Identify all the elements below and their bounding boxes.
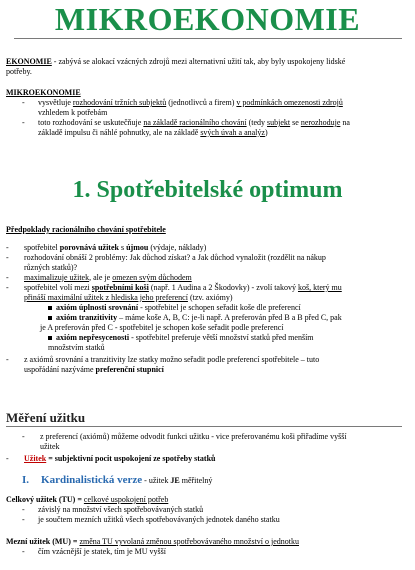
- intro-line-1: [6, 57, 345, 67]
- bullet-dash: -: [22, 505, 25, 514]
- list-item-cont: [24, 365, 164, 375]
- mikro-bullet-1-cont: vzhledem k potřebám: [38, 108, 108, 117]
- text: Mezní užitek (MU) =: [6, 537, 80, 546]
- text: celkové uspokojení potřeb: [83, 495, 169, 504]
- text: subjekt: [267, 118, 291, 127]
- bullet-dash: -: [22, 547, 25, 556]
- text: I.: [22, 474, 30, 486]
- text: svých úvah a analýz: [200, 128, 265, 137]
- list-item: je součtem mezních užitků všech spotřebovávaných jednotek daného statku: [38, 515, 280, 524]
- list-item: rozhodování obnáší 2 problémy: Jak důchod získat? a Jak důchod vynaložit (rozdělit na nákup: [24, 253, 326, 262]
- list-item: závislý na množství všech spotřebovávaných statků: [38, 505, 204, 514]
- list-item-cont: užitek: [40, 442, 60, 451]
- text: v podmínkách omezenosti zdrojů: [236, 98, 343, 107]
- subheading-predpoklady: Předpoklady racionálního chování spotřebitele: [6, 225, 166, 234]
- list-item: z axiómů srovnání a tranzitivity lze statky možno seřadit podle preferencí spotřebitele – tuto: [24, 355, 320, 364]
- text: porovnává užitek: [59, 243, 119, 252]
- text: nerozhoduje: [300, 118, 341, 127]
- bullet-dash: -: [22, 432, 25, 441]
- text: JE: [170, 476, 180, 485]
- text: - spotřebitel je schopen seřadit koše dle preferencí: [138, 303, 301, 312]
- text: základě impulsu či náhlé pohnutky, ale na základě: [38, 128, 201, 137]
- mikro-bullet-1: [38, 98, 343, 108]
- text: axióm úplnosti srovnání: [56, 303, 139, 312]
- text: Celkový užitek (TU) =: [6, 495, 84, 504]
- text: – máme koše A, B, C: je-li např. A preferován před B a B před C, pak: [117, 313, 342, 322]
- text: toto rozhodování se uskutečňuje: [38, 118, 144, 127]
- square-bullet-icon: [48, 336, 52, 340]
- section-divider: [6, 426, 402, 427]
- intro-line-2: potřeby.: [6, 67, 32, 76]
- bullet-dash: -: [6, 355, 9, 364]
- title-divider: [14, 38, 402, 39]
- text: (tedy: [246, 118, 268, 127]
- intro-text: - zabývá se alokací vzácných zdrojů mezi alternativní užití tak, aby byly uspokojeny lidské: [51, 57, 346, 66]
- list-item-uzitek: [24, 454, 215, 464]
- text: ): [264, 128, 268, 137]
- text: axióm nepřesycenosti: [56, 333, 130, 342]
- subsection-kardinalisticka: [22, 473, 212, 487]
- axiom-item: [48, 303, 301, 313]
- axiom-item-cont: je A preferován před C - spotřebitel je schopen koše seřadit podle preferencí: [40, 323, 284, 332]
- text: se: [290, 118, 301, 127]
- square-bullet-icon: [48, 316, 52, 320]
- section-heading-spotrebitelske-optimum: 1. Spotřebitelské optimum: [72, 177, 343, 203]
- text: (výdaje, náklady): [148, 243, 207, 252]
- mu-definition: [6, 537, 299, 547]
- text: přináší maximální užitek z hlediska jeho preferencí: [24, 293, 188, 302]
- text: měřitelný: [179, 476, 213, 485]
- text: rozhodování tržních subjektů: [72, 98, 167, 107]
- text: újmou: [126, 243, 149, 252]
- axiom-item: [48, 313, 342, 323]
- text: , ale je: [89, 273, 113, 282]
- text: maximalizuje užitek: [24, 273, 90, 282]
- mikro-bullet-2-cont: [38, 128, 268, 138]
- bullet-dash: -: [6, 243, 9, 252]
- text: (např. 1 Audina a 2 Škodovky) - zvolí takový: [148, 283, 298, 292]
- mikro-bullet-2: [38, 118, 350, 128]
- page-title: MIKROEKONOMIE: [54, 1, 361, 37]
- text: uspořádání nazýváme: [24, 365, 96, 374]
- mikro-heading: MIKROEKONOMIE: [6, 88, 81, 97]
- axiom-item-cont: množstvím statků: [48, 343, 105, 352]
- text: spotřebními koši: [91, 283, 149, 292]
- text: preferenční stupnicí: [95, 365, 164, 374]
- list-item: [24, 283, 342, 293]
- text: koš, který mu: [297, 283, 342, 292]
- text: změna TU vyvolaná změnou spotřebovávaného množství o jednotku: [79, 537, 300, 546]
- text: s: [118, 243, 127, 252]
- bullet-dash: -: [6, 273, 9, 282]
- bullet-dash: -: [6, 454, 9, 463]
- bullet-dash: -: [22, 98, 25, 107]
- text: (jednotlivců a firem): [166, 98, 237, 107]
- list-item-cont: [24, 293, 233, 303]
- text: - spotřebitel preferuje větší množství statků před menším: [129, 333, 314, 342]
- list-item: čím vzácnější je statek, tím je MU vyšší: [38, 547, 166, 556]
- text: - užitek: [142, 476, 171, 485]
- text: spotřebitel: [24, 243, 60, 252]
- section-heading-mereni-uzitku: Měření užitku: [6, 410, 86, 425]
- square-bullet-icon: [48, 306, 52, 310]
- text: = subjektivní pocit uspokojení ze spotřeby statků: [46, 454, 216, 463]
- bullet-dash: -: [22, 118, 25, 127]
- text: axióm tranzitivity: [56, 313, 118, 322]
- text: (tzv. axiómy): [187, 293, 233, 302]
- text: vysvětluje: [38, 98, 73, 107]
- list-item-cont: různých statků)?: [24, 263, 78, 272]
- ekonomie-term: EKONOMIE: [6, 57, 52, 66]
- uzitek-term: Užitek: [24, 454, 47, 463]
- text: omezen svým důchodem: [112, 273, 192, 282]
- bullet-dash: -: [6, 283, 9, 292]
- bullet-dash: -: [6, 253, 9, 262]
- text: Kardinalistická verze: [41, 474, 143, 486]
- list-item: z preferencí (axiómů) můžeme odvodit funkci užitku - vice preferovanému koši přiřadíme vyšší: [40, 432, 347, 441]
- list-item: [24, 243, 206, 253]
- text: na: [340, 118, 350, 127]
- axiom-item: [48, 333, 314, 343]
- tu-definition: [6, 495, 168, 505]
- text: na základě racionálního chování: [143, 118, 247, 127]
- list-item: [24, 273, 192, 283]
- text: spotřebitel volí mezi: [24, 283, 92, 292]
- bullet-dash: -: [22, 515, 25, 524]
